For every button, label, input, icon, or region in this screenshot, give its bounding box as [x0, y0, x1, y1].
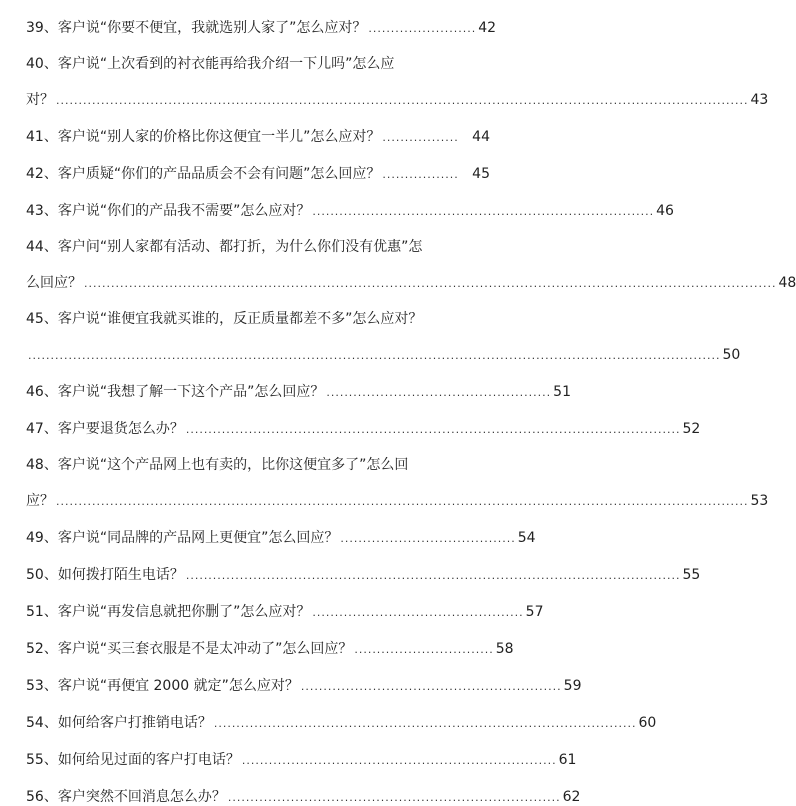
leader-dots: ..............................................................................................................	[185, 569, 681, 582]
toc-entry[interactable]	[26, 183, 674, 220]
leader-dots: ...............................................	[312, 606, 524, 619]
leader-dots: ..................................................	[326, 386, 552, 399]
toc-entry-title: 44、客户问“别人家都有活动、都打折，为什么你们没有优惠”怎	[26, 239, 423, 255]
toc-page-number: 45	[472, 166, 490, 182]
leader-dots: ..........................................................................................................................................................	[28, 349, 721, 362]
toc-page-number: 42	[478, 20, 497, 36]
toc-entry[interactable]	[26, 769, 581, 806]
leader-dots: ...............................	[354, 643, 494, 656]
leader-dots: ..............................................................................................................	[185, 423, 681, 436]
toc-entry-title: 49、客户说“同品牌的产品网上更便宜”怎么回应？	[26, 530, 339, 546]
toc-entry[interactable]	[26, 37, 769, 109]
toc-entry-title: 40、客户说“上次看到的衬衣能再给我介绍一下儿吗”怎么应	[26, 56, 395, 72]
toc-page-number: 51	[553, 384, 571, 400]
leader-dots: ..........................................................................................................................................................	[56, 495, 749, 508]
toc-page-number: 44	[472, 129, 490, 145]
toc-entry-title: 45、客户说“谁便宜我就买谁的，反正质量都差不多”怎么应对？	[26, 311, 423, 327]
leader-dots: .................	[382, 168, 459, 181]
toc-page-number: 60	[638, 715, 657, 731]
toc-entry-title: 54、如何给客户打推销电话？	[26, 715, 212, 731]
toc-entry[interactable]	[26, 292, 741, 364]
toc-entry-title: 56、客户突然不回消息怎么办？	[26, 789, 226, 805]
toc-entry[interactable]	[26, 658, 582, 695]
toc-entry-title: 48、客户说“这个产品网上也有卖的，比你这便宜多了”怎么回	[26, 457, 409, 473]
toc-page-number: 50	[722, 347, 741, 363]
toc-entry[interactable]	[26, 438, 769, 510]
leader-dots: ..........................................................................................................................................................	[84, 277, 777, 290]
toc-entry[interactable]	[26, 0, 497, 37]
toc-page-number: 43	[750, 92, 769, 108]
toc-entry[interactable]	[26, 584, 544, 621]
leader-dots: ..........................................................	[300, 680, 562, 693]
leader-dots: ..........................................................................	[227, 791, 561, 804]
leader-dots: ......................................................................	[241, 754, 557, 767]
toc-entry-title: 55、如何给见过面的客户打电话？	[26, 752, 240, 768]
toc-page-number: 55	[682, 567, 701, 583]
toc-entry[interactable]	[26, 364, 571, 401]
toc-page-number: 59	[563, 678, 582, 694]
toc-entry[interactable]	[26, 109, 490, 146]
toc-page-number: 52	[682, 421, 701, 437]
toc-entry-title-continued: 应？	[26, 493, 54, 509]
toc-page-number: 58	[495, 641, 514, 657]
toc-entry[interactable]	[26, 732, 577, 769]
toc-page-number: 54	[517, 530, 536, 546]
toc-entry-title: 41、客户说“别人家的价格比你这便宜一半儿”怎么应对？	[26, 129, 381, 145]
leader-dots: ..............................................................................................	[213, 717, 637, 730]
toc-entry[interactable]	[26, 401, 701, 438]
toc-entry-title: 51、客户说“再发信息就把你删了”怎么应对？	[26, 604, 311, 620]
toc-entry-title: 50、如何拨打陌生电话？	[26, 567, 184, 583]
toc-entry-title: 46、客户说“我想了解一下这个产品”怎么回应？	[26, 384, 325, 400]
toc-page-number: 48	[778, 275, 796, 291]
toc-entry[interactable]	[26, 220, 796, 292]
leader-dots: ............................................................................	[312, 205, 655, 218]
toc-entry-title: 39、客户说“你要不便宜，我就选别人家了”怎么应对？	[26, 20, 367, 36]
toc-page-number: 61	[558, 752, 577, 768]
toc-entry[interactable]	[26, 547, 701, 584]
toc-entry-title: 47、客户要退货怎么办？	[26, 421, 184, 437]
toc-entry[interactable]	[26, 510, 536, 547]
toc-page-number: 46	[656, 203, 674, 219]
leader-dots: .......................................	[340, 532, 516, 545]
toc-entry[interactable]	[26, 146, 490, 183]
toc-entry-title: 52、客户说“买三套衣服是不是太冲动了”怎么回应？	[26, 641, 353, 657]
leader-dots: ........................	[368, 22, 477, 35]
toc-entry-title-continued: 对？	[26, 92, 54, 108]
leader-dots: .................	[382, 131, 459, 144]
toc-page-number: 57	[525, 604, 544, 620]
toc-page-number: 62	[562, 789, 581, 805]
leader-dots: ..........................................................................................................................................................	[56, 94, 749, 107]
toc-entry-title-continued: 么回应？	[26, 275, 82, 291]
toc-entry-title: 42、客户质疑“你们的产品品质会不会有问题”怎么回应？	[26, 166, 381, 182]
toc-page-number: 53	[750, 493, 769, 509]
toc-entry-title: 53、客户说“再便宜 2000 就定”怎么应对？	[26, 678, 299, 694]
toc-entry[interactable]	[26, 621, 514, 658]
toc-entry[interactable]	[26, 695, 657, 732]
toc-entry-title: 43、客户说“你们的产品我不需要”怎么应对？	[26, 203, 311, 219]
